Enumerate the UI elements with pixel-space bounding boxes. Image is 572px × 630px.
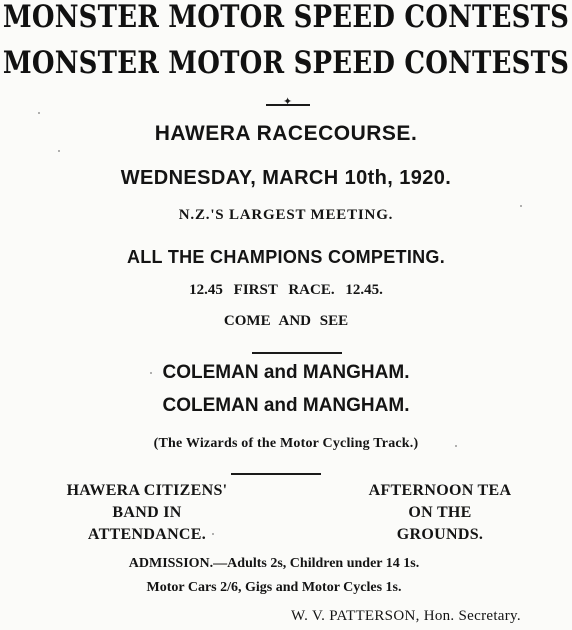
riders-line-2: COLEMAN and MANGHAM. xyxy=(162,395,410,416)
tea-notice xyxy=(350,480,530,546)
print-speck xyxy=(150,372,152,374)
headline-1: MONSTER MOTOR SPEED CONTESTS xyxy=(2,0,570,36)
riders-line-1: COLEMAN and MANGHAM. xyxy=(162,362,410,383)
tea-line-2: ON THE xyxy=(408,504,472,521)
first-race-line: 12.45 FIRST RACE. 12.45. xyxy=(189,282,383,298)
secretary-signature: W. V. PATTERSON, Hon. Secretary. xyxy=(291,608,521,624)
print-speck xyxy=(520,205,522,207)
print-speck xyxy=(212,533,214,535)
admission-prices: ADMISSION.—Adults 2s, Children under 14 1s. xyxy=(128,556,420,571)
event-date: WEDNESDAY, MARCH 10th, 1920. xyxy=(120,167,452,189)
divider-rule-2 xyxy=(252,352,342,354)
divider-rule-3 xyxy=(231,473,321,475)
band-line-2: BAND IN xyxy=(112,504,182,521)
come-and-see-line: COME AND SEE xyxy=(223,313,349,329)
vehicle-prices: Motor Cars 2/6, Gigs and Motor Cycles 1s. xyxy=(146,580,402,595)
headline-2: MONSTER MOTOR SPEED CONTESTS xyxy=(2,46,570,82)
tea-line-1: AFTERNOON TEA xyxy=(368,482,512,499)
meeting-tagline: N.Z.'S LARGEST MEETING. xyxy=(178,207,394,223)
champions-line: ALL THE CHAMPIONS COMPETING. xyxy=(126,247,446,267)
tea-line-3: GROUNDS. xyxy=(396,526,484,543)
wizards-subtitle: (The Wizards of the Motor Cycling Track.) xyxy=(153,436,419,451)
print-speck xyxy=(38,112,40,114)
divider-ornament-1: ✦ xyxy=(283,96,293,108)
band-line-3: ATTENDANCE. xyxy=(87,526,207,543)
print-speck xyxy=(58,150,60,152)
print-speck xyxy=(455,445,457,447)
band-line-1: HAWERA CITIZENS' xyxy=(66,482,228,499)
venue-title: HAWERA RACECOURSE. xyxy=(154,122,418,145)
band-notice xyxy=(52,480,242,546)
